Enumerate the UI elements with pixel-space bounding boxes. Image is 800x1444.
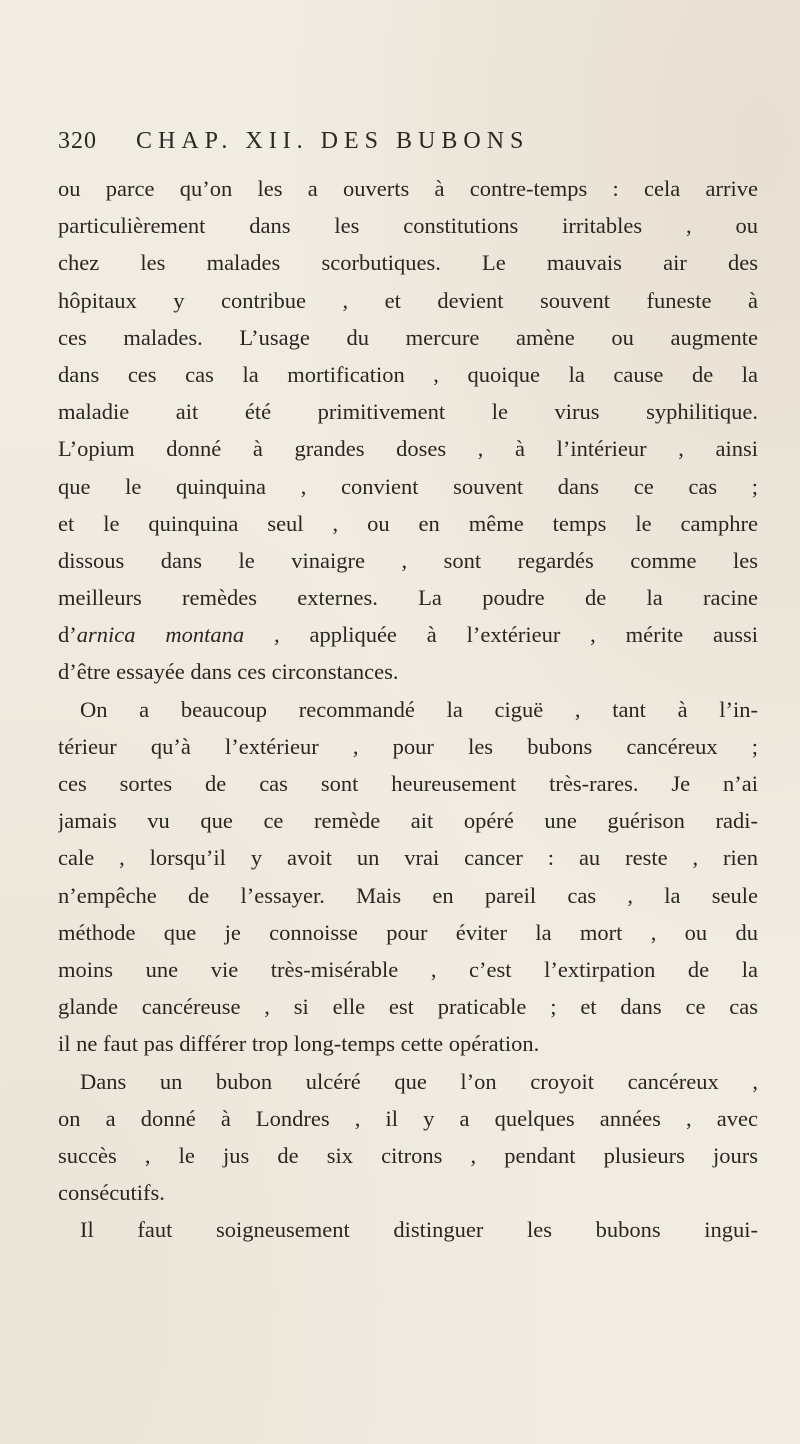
text-line: ces malades. L’usage du mercure amène ou augmente — [58, 324, 758, 350]
text-line: moins une vie très-misérable , c’est l’extirpation de la — [58, 956, 758, 982]
text-line: consécutifs. — [58, 1180, 165, 1206]
text-line: dissous dans le vinaigre , sont regardés comme les — [58, 547, 758, 573]
text-line: cale , lorsqu’il y avoit un vrai cancer : au reste , rien — [58, 845, 758, 871]
text-line: dans ces cas la mortification , quoique la cause de la — [58, 361, 758, 387]
text-line: que le quinquina , convient souvent dans ce cas ; — [58, 473, 758, 499]
text-line: il ne faut pas différer trop long-temps cette opération. — [58, 1031, 540, 1057]
text-line: jamais vu que ce remède ait opéré une guérison radi- — [58, 808, 758, 834]
latin-term: arnica montana , — [76, 622, 280, 648]
running-head: CHAP. XII. DES BUBONS — [136, 128, 530, 154]
text-line: térieur qu’à l’extérieur , pour les bubons cancéreux ; — [58, 733, 758, 759]
text-line: meilleurs remèdes externes. La poudre de la racine — [58, 585, 758, 611]
text-line: L’opium donné à grandes doses , à l’intérieur , ainsi — [58, 436, 758, 462]
text-line: ou parce qu’on les a ouverts à contre-temps : cela arrive — [58, 176, 758, 201]
text-line: maladie ait été primitivement le virus syphilitique. — [58, 399, 758, 425]
line-suffix: appliquée à l’extérieur , mérite aussi — [279, 622, 758, 648]
text-line: chez les malades scorbutiques. Le mauvais air des — [58, 250, 758, 276]
text-line-arnica — [58, 616, 758, 653]
text-line: hôpitaux y contribue , et devient souvent funeste à — [58, 287, 758, 313]
text-line: particulièrement dans les constitutions irritables , ou — [58, 213, 758, 239]
text-line: Dans un bubon ulcéré que l’on croyoit cancéreux , — [80, 1068, 758, 1094]
text-line: On a beaucoup recommandé la ciguë , tant à l’in- — [80, 696, 758, 722]
text-line: et le quinquina seul , ou en même temps le camphre — [58, 510, 758, 536]
text-line: succès , le jus de six citrons , pendant plusieurs jours — [58, 1142, 758, 1168]
text-line: on a donné à Londres , il y a quelques années , avec — [58, 1105, 758, 1131]
text-line: glande cancéreuse , si elle est praticable ; et dans ce cas — [58, 994, 758, 1020]
text-line: ces sortes de cas sont heureusement très-rares. Je n’ai — [58, 771, 758, 796]
text-line: n’empêche de l’essayer. Mais en pareil cas , la seule — [58, 882, 758, 908]
text-line: méthode que je connoisse pour éviter la mort , ou du — [58, 919, 758, 945]
text-line: Il faut soigneusement distinguer les bubons ingui- — [80, 1217, 758, 1243]
line-prefix: d’ — [58, 622, 77, 648]
page-number: 320 — [58, 128, 97, 154]
page-header — [58, 128, 742, 168]
text-line: d’être essayée dans ces circonstances. — [58, 659, 399, 685]
body-text — [58, 170, 758, 1248]
